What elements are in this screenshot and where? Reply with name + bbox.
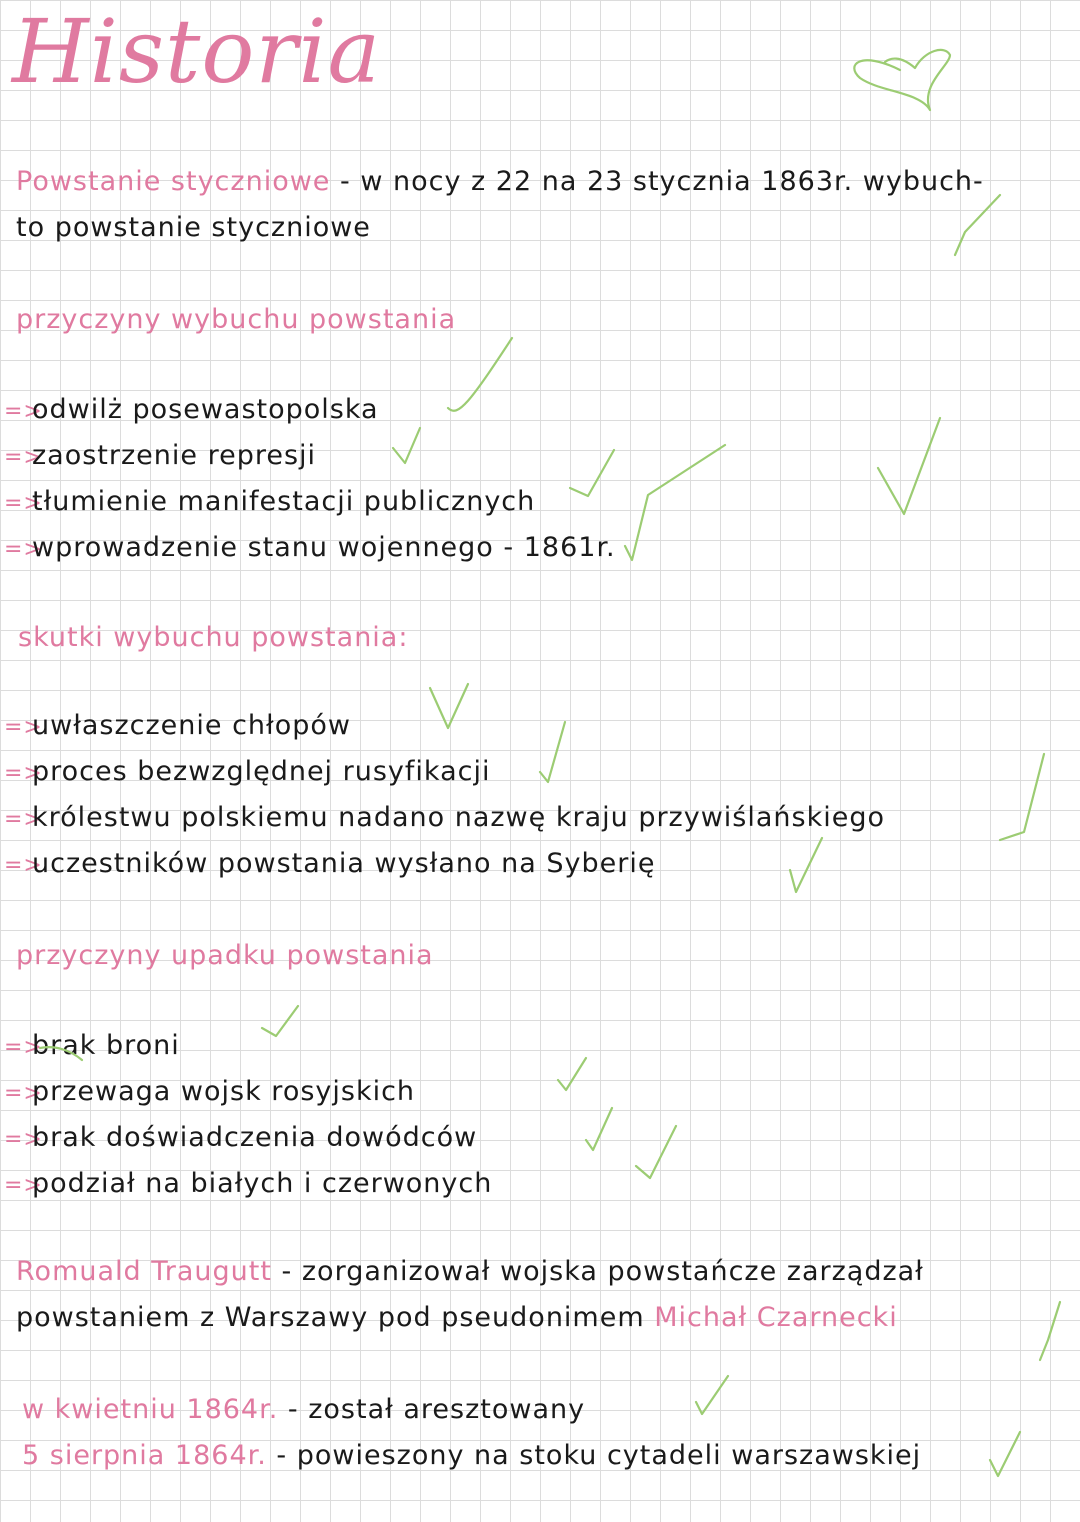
heart-doodle-icon: [854, 50, 950, 110]
list-item: =>tłumienie manifestacji publicznych: [4, 486, 536, 517]
event-line-arrest: w kwietniu 1864r. - został aresztowany: [22, 1394, 586, 1425]
arrow-icon: =>: [4, 807, 43, 832]
arrow-icon: =>: [4, 445, 43, 470]
arrow-icon: =>: [4, 853, 43, 878]
check-mark-icon: [558, 1058, 586, 1090]
arrow-icon: =>: [4, 537, 43, 562]
event-line-execution: 5 sierpnia 1864r. - powieszony na stoku cytadeli warszawskiej: [22, 1440, 922, 1471]
list-item: =>królestwu polskiemu nadano nazwę kraju przywiślańskiego: [4, 802, 885, 833]
check-mark-icon: [1000, 754, 1044, 840]
list-item: =>brak broni: [4, 1030, 180, 1061]
check-mark-icon: [955, 195, 1000, 255]
list-item: =>uwłaszczenie chłopów: [4, 710, 351, 741]
check-mark-icon: [636, 1126, 676, 1178]
arrow-icon: =>: [4, 399, 43, 424]
arrow-icon: =>: [4, 761, 43, 786]
check-mark-icon: [1040, 1302, 1060, 1360]
list-item: =>brak doświadczenia dowódców: [4, 1122, 478, 1153]
failure-heading: przyczyny upadku powstania: [16, 940, 434, 971]
list-item: =>zaostrzenie represji: [4, 440, 317, 471]
arrow-icon: =>: [4, 715, 43, 740]
list-item: =>uczestników powstania wysłano na Syberię: [4, 848, 656, 879]
list-item: =>proces bezwzględnej rusyfikacji: [4, 756, 491, 787]
intro-line-1: [16, 166, 984, 197]
check-mark-icon: [696, 1376, 728, 1414]
arrow-icon: =>: [4, 491, 43, 516]
list-item: =>odwilż posewastopolska: [4, 394, 379, 425]
check-mark-icon: [393, 428, 420, 463]
traugutt-line-2: powstaniem z Warszawy pod pseudonimem Michał Czarnecki: [16, 1302, 898, 1333]
check-mark-icon: [790, 838, 822, 892]
check-mark-icon: [448, 338, 512, 411]
intro-text-1: - w nocy z 22 na 23 stycznia 1863r. wybuch-: [330, 166, 984, 197]
arrow-icon: =>: [4, 1173, 43, 1198]
list-item: =>podział na białych i czerwonych: [4, 1168, 493, 1199]
list-item: =>przewaga wojsk rosyjskich: [4, 1076, 416, 1107]
check-mark-icon: [878, 418, 940, 514]
traugutt-line-1: Romuald Traugutt - zorganizował wojska powstańcze zarządzał: [16, 1256, 924, 1287]
traugutt-name: Romuald Traugutt: [16, 1256, 272, 1287]
effects-heading: skutki wybuchu powstania:: [18, 622, 409, 653]
arrow-icon: =>: [4, 1081, 43, 1106]
list-item: =>wprowadzenie stanu wojennego - 1861r.: [4, 532, 616, 563]
intro-line-2: to powstanie styczniowe: [16, 212, 371, 243]
check-mark-icon: [540, 722, 565, 782]
page-title: Historia: [12, 0, 382, 103]
traugutt-pseudonym: Michał Czarnecki: [654, 1302, 898, 1333]
check-mark-icon: [990, 1432, 1020, 1476]
intro-term: Powstanie styczniowe: [16, 166, 331, 197]
check-mark-icon: [625, 445, 725, 560]
arrow-icon: =>: [4, 1035, 43, 1060]
check-mark-icon: [430, 684, 468, 728]
check-mark-icon: [262, 1006, 298, 1036]
check-mark-icon: [570, 450, 614, 496]
check-mark-icon: [586, 1108, 612, 1150]
causes-heading: przyczyny wybuchu powstania: [16, 304, 457, 335]
arrow-icon: =>: [4, 1127, 43, 1152]
